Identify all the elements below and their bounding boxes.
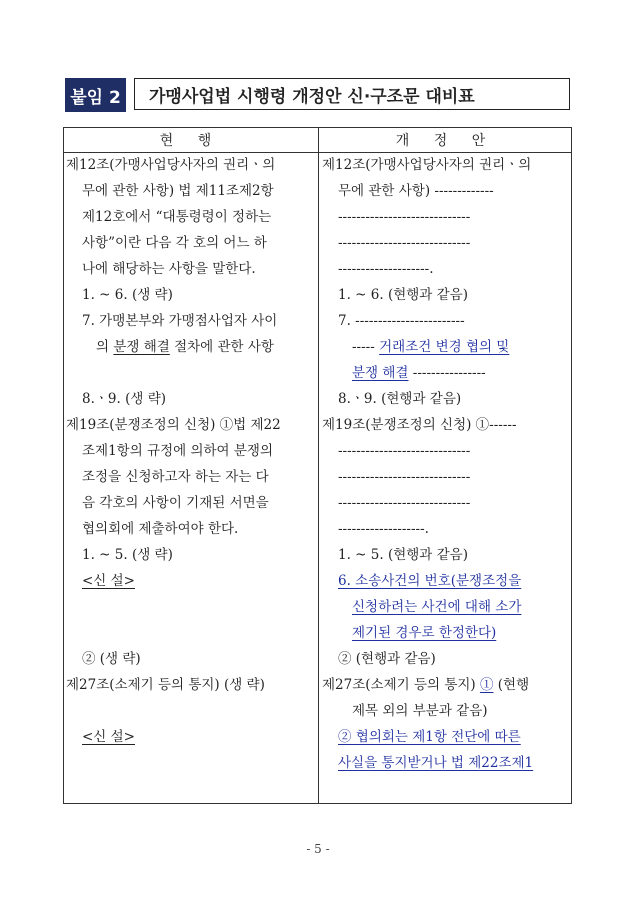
current-text-column (66, 152, 316, 750)
amended-text: 6. 소송사건의 번호(분쟁조정을 (338, 573, 522, 589)
proposed-line: -------------------. (338, 521, 429, 537)
current-line: 8.ㆍ9. (생 략) (82, 391, 166, 407)
current-line: 7. 가맹본부와 가맹점사업자 사이 (82, 313, 278, 329)
proposed-line: ----------------------------- (338, 209, 471, 225)
proposed-text-segment: (현행 (493, 677, 530, 693)
column-divider (318, 127, 319, 804)
proposed-line: ----------------------------- (338, 235, 471, 251)
current-line: ② (생 략) (82, 651, 141, 667)
current-line: 제19조(분쟁조정의 신청) ①법 제22 (66, 417, 281, 433)
current-line: 1. ~ 6. (생 략) (82, 287, 173, 303)
current-text-segment: 절차에 관한 사항 (169, 339, 274, 355)
proposed-line: ----------------------------- (338, 443, 471, 459)
current-line: 1. ~ 5. (생 략) (82, 547, 173, 563)
proposed-line: 제12조(가맹사업당사자의 권리ㆍ의 (322, 157, 532, 173)
current-line: 나에 해당하는 사항을 말한다. (82, 261, 256, 277)
column-header-current: 현 행 (159, 133, 222, 149)
proposed-line (322, 672, 570, 698)
dispute-resolution-underlined: 분쟁 해결 (113, 339, 170, 355)
proposed-line: ----------------------------- (338, 469, 471, 485)
proposed-line: ----------------------------- (338, 495, 471, 511)
document-title: 가맹사업법 시행령 개정안 신·구조문 대비표 (134, 78, 570, 110)
amended-text: 거래조건 변경 협의 및 (379, 339, 510, 355)
amended-text: 신청하려는 사건에 대해 소가 (352, 599, 522, 615)
proposed-text-segment: ----- (352, 339, 380, 355)
blank-line (66, 594, 316, 620)
current-line: 조정을 신청하고자 하는 자는 다 (82, 469, 269, 485)
current-line: 사항”이란 다음 각 호의 어느 하 (82, 235, 267, 251)
proposed-line: ② (현행과 같음) (338, 651, 436, 667)
amended-text: 분쟁 해결 (352, 365, 409, 381)
current-text-segment: 의 (96, 339, 114, 355)
new-provision-marker: <신 설> (82, 729, 135, 745)
proposed-line: 제19조(분쟁조정의 신청) ①------ (322, 417, 517, 433)
current-line (66, 568, 316, 594)
proposed-line: 8.ㆍ9. (현행과 같음) (338, 391, 462, 407)
column-header-proposed: 개 정 안 (395, 133, 496, 149)
proposed-line: 무에 관한 사항) ------------- (338, 183, 494, 199)
proposed-line: 7. ------------------------ (338, 313, 465, 329)
amended-text: 제기된 경우로 한정한다) (352, 625, 497, 641)
current-line: 협의회에 제출하여야 한다. (82, 521, 239, 537)
blank-line (66, 620, 316, 646)
current-line (66, 334, 316, 360)
proposed-text-segment: 제27조(소제기 등의 통지) (322, 677, 480, 693)
current-line: 제27조(소제기 등의 통지) (생 략) (66, 677, 265, 693)
proposed-line (322, 360, 570, 386)
proposed-line: 제목 외의 부분과 같음) (352, 703, 488, 719)
proposed-text-column (322, 152, 570, 776)
blank-line (66, 698, 316, 724)
new-provision-marker: <신 설> (82, 573, 135, 589)
amended-text: ① (479, 677, 494, 693)
amended-text: ② 협의회는 제1항 전단에 따른 (338, 729, 521, 745)
current-line: 무에 관한 사항) 법 제11조제2항 (82, 183, 274, 199)
proposed-text-segment: ---------------- (408, 365, 486, 381)
attachment-badge: 붙임 2 (65, 78, 126, 112)
proposed-line: 1. ~ 5. (현행과 같음) (338, 547, 468, 563)
blank-line (66, 360, 316, 386)
current-line: 제12조(가맹사업당사자의 권리ㆍ의 (66, 157, 276, 173)
current-line (66, 724, 316, 750)
current-line: 조제1항의 규정에 의하여 분쟁의 (82, 443, 273, 459)
proposed-line (322, 334, 570, 360)
proposed-line: --------------------. (338, 261, 434, 277)
proposed-line: 1. ~ 6. (현행과 같음) (338, 287, 468, 303)
current-line: 음 각호의 사항이 기재된 서면을 (82, 495, 269, 511)
page-number: - 5 - (306, 842, 330, 856)
amended-text: 사실을 통지받거나 법 제22조제1 (338, 755, 534, 771)
current-line: 제12호에서 “대통령령이 정하는 (82, 209, 272, 225)
